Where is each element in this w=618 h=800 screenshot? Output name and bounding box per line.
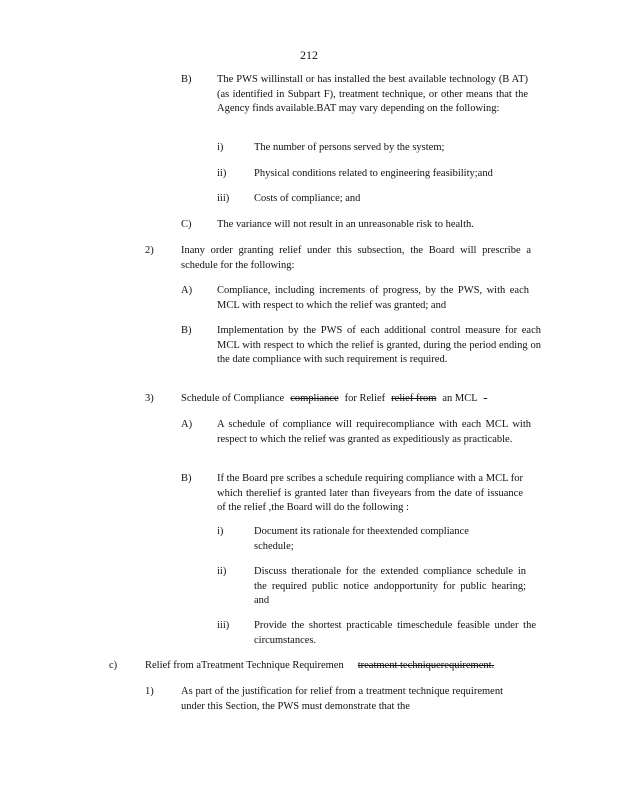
item-b-iii-text: Costs of compliance; and bbox=[254, 193, 361, 204]
section-c-heading bbox=[145, 659, 565, 674]
item-c-label: C) bbox=[181, 219, 192, 230]
item-2-label: 2) bbox=[145, 245, 154, 256]
item-3-label: 3) bbox=[145, 393, 154, 404]
section-c-text-1: Relief from aTreatment Technique Requiremen bbox=[145, 660, 344, 671]
item-3a-label: A) bbox=[181, 419, 193, 430]
item-b-i-text: The number of persons served by the system; bbox=[254, 142, 445, 153]
item-3-strike-3: - bbox=[483, 393, 488, 404]
section-c-label: c) bbox=[109, 660, 118, 671]
item-2b-text: Implementation by the PWS of each additional control measure for each MCL with respect to which the relief is granted, during the period ending on the date compliance with such requirement is required. bbox=[217, 325, 541, 365]
item-3b-iii-text: Provide the shortest practicable timeschedule feasible under the circumstances. bbox=[254, 620, 536, 646]
item-2a-text: Compliance, including increments of progress, by the PWS, with each MCL with respect to which the relief was granted; and bbox=[217, 285, 529, 311]
item-b-i-label: i) bbox=[217, 142, 224, 153]
item-c-text: The variance will not result in an unreasonable risk to health. bbox=[217, 219, 474, 230]
item-b-text: The PWS willinstall or has installed the best available technology (B AT) (as identified in Subpart F), treatment technique, or other means that the Agency finds available.BAT may vary depending on the following: bbox=[217, 74, 528, 114]
item-3b-ii-text: Discuss therationale for the extended compliance schedule in the required public notice andopportunity for public hearing; and bbox=[254, 566, 526, 606]
item-3b-i-text: Document its rationale for theextended compliance schedule; bbox=[254, 526, 469, 552]
item-2b-label: B) bbox=[181, 325, 192, 336]
item-2-text: Inany order granting relief under this subsection, the Board will prescribe a schedule for the following: bbox=[181, 245, 531, 271]
page-number: 212 bbox=[300, 48, 318, 62]
item-3-heading bbox=[181, 392, 541, 407]
item-3a-text: A schedule of compliance will requirecompliance with each MCL with respect to which the relief was granted as expeditiously as practicable. bbox=[217, 419, 531, 445]
item-3-text-2: for Relief bbox=[344, 393, 386, 404]
item-3-strike-1: compliance bbox=[290, 393, 339, 404]
item-b-ii-label: ii) bbox=[217, 168, 227, 179]
item-3-text-3: an MCL bbox=[442, 393, 478, 404]
item-3b-text: If the Board pre scribes a schedule requiring compliance with a MCL for which therelief is granted later than fiveyears from the date of issuance of the relief ,the Board will do the following : bbox=[217, 473, 523, 513]
item-b-label: B) bbox=[181, 74, 192, 85]
section-c-1-text: As part of the justification for relief from a treatment technique requirement under this Section, the PWS must demonstrate that the bbox=[181, 686, 503, 712]
section-c-strike-1: treatment techniquerequirement. bbox=[357, 660, 495, 671]
section-c-1-label: 1) bbox=[145, 686, 154, 697]
item-3-strike-2: relief from bbox=[391, 393, 437, 404]
item-b-ii-text: Physical conditions related to engineering feasibility;and bbox=[254, 168, 493, 179]
item-3b-i-label: i) bbox=[217, 526, 224, 537]
item-3b-iii-label: iii) bbox=[217, 620, 230, 631]
item-b-iii-label: iii) bbox=[217, 193, 230, 204]
item-2a-label: A) bbox=[181, 285, 193, 296]
item-3b-ii-label: ii) bbox=[217, 566, 227, 577]
item-3b-label: B) bbox=[181, 473, 192, 484]
item-3-text-1: Schedule of Compliance bbox=[181, 393, 285, 404]
